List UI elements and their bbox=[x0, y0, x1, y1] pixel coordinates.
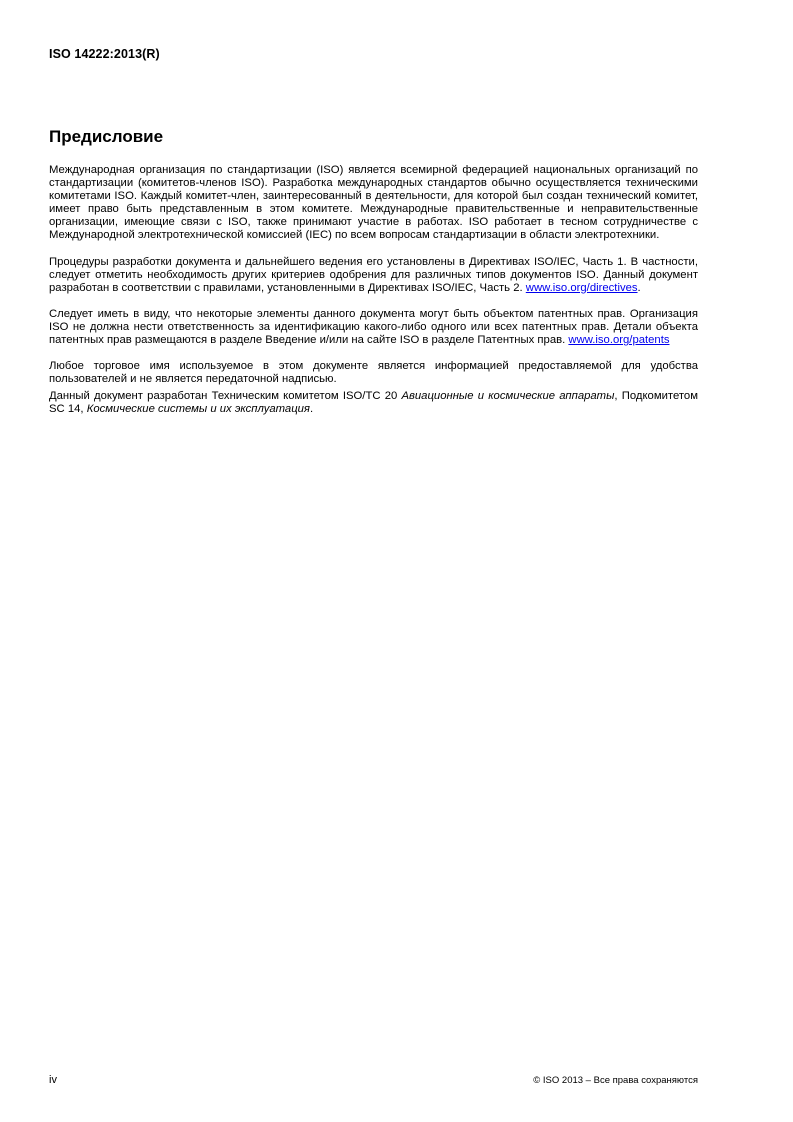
committee-text-1: Данный документ разработан Техническим комитетом ISO/TC 20 bbox=[49, 390, 402, 403]
committee-name: Авиационные и космические аппараты bbox=[401, 390, 615, 403]
page-title: Предисловие bbox=[49, 127, 164, 146]
paragraph-procedures bbox=[49, 256, 698, 295]
committee-text-3: . bbox=[309, 403, 314, 416]
paragraph-committee bbox=[49, 390, 698, 416]
committee-text-2: , Подкомитетом SC 14, bbox=[49, 390, 698, 416]
copyright-notice: © ISO 2013 – Все права сохраняются bbox=[533, 1075, 698, 1086]
paragraph-trade-name: Любое торговое имя используемое в этом документе является информацией предоставляемой для удобства пользователей и не является передаточной надписью. bbox=[49, 360, 698, 386]
paragraph-procedures-end: . bbox=[637, 281, 641, 294]
paragraph-iso-description: Международная организация по стандартизации (ISO) является всемирной федерацией национальных организаций по стандартизации (комитетов-членов ISO). Разработка международных стандартов обычно осуществляется техническими комитетами ISO. Каждый комитет-член, заинтересованный в деятельности, для которой был создан технический комитет, имеет право быть представленным в этом комитете. Международные правительственные и неправительственные организации, имеющие связи с ISO, также принимают участие в работах. ISO работает в тесном сотрудничестве с Международной электротехнической комиссией (IEC) по всем вопросам стандартизации в области электротехники. bbox=[49, 164, 698, 242]
foreword-body bbox=[49, 164, 698, 430]
paragraph-procedures-text: Процедуры разработки документа и дальнейшего ведения его установлены в Директивах ISO/IEC, Часть 1. В частности, следует отметить необходимость других критериев одобрения для различных типов документов ISO. Данный документ разработан в соответствии с правилами, установленными в Директивах ISO/IEC, Часть 2. bbox=[49, 255, 698, 294]
directives-link[interactable]: www.iso.org/directives bbox=[525, 281, 638, 294]
document-code: ISO 14222:2013(R) bbox=[49, 47, 160, 61]
page-number: iv bbox=[49, 1074, 57, 1086]
patents-link[interactable]: www.iso.org/patents bbox=[568, 334, 670, 347]
paragraph-patents-text: Следует иметь в виду, что некоторые элементы данного документа могут быть объектом патентных прав. Организация ISO не должна нести ответственность за идентификацию какого-либо одного или всех патентных прав. Детали объекта патентных прав размещаются в разделе Введение и/или на сайте ISO в разделе Патентных прав. bbox=[49, 307, 698, 347]
subcommittee-name: Космические системы и их эксплуатация bbox=[86, 403, 310, 416]
paragraph-patents bbox=[49, 308, 698, 347]
